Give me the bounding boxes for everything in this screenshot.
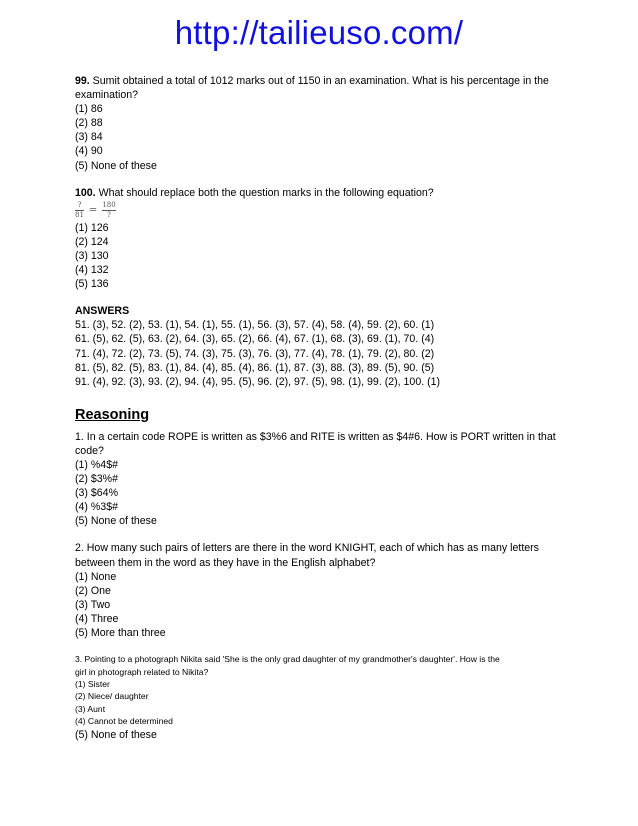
option: (4) 132 <box>75 264 109 277</box>
question-number: 100. <box>75 186 96 199</box>
question-99 <box>75 74 575 173</box>
option: (1) 86 <box>75 103 103 116</box>
numerator: ? <box>77 201 82 210</box>
option: (3) 84 <box>75 131 103 144</box>
option: (5) 136 <box>75 278 109 291</box>
option: (2) Niece/ daughter <box>75 691 149 702</box>
option: (2) 124 <box>75 235 109 248</box>
answers-title: ANSWERS <box>75 305 130 318</box>
option: (4) 90 <box>75 145 103 158</box>
question-text: 3. Pointing to a photograph Nikita said 'She is the only grad daughter of my grandmother's daughter'. How is the <box>75 654 500 665</box>
question-text-continued: between them in the word as they have in the English alphabet? <box>75 556 376 569</box>
document-body <box>75 74 575 742</box>
question-number: 99. <box>75 75 90 87</box>
numerator: 180 <box>102 201 116 210</box>
option: (4) Three <box>75 612 119 625</box>
denominator: ? <box>107 211 111 220</box>
option: (3) 130 <box>75 249 109 262</box>
fraction-left <box>75 202 84 219</box>
equals-sign: = <box>88 204 98 216</box>
equation <box>75 201 575 221</box>
question-text: 1. In a certain code ROPE is written as $3%6 and RITE is written as $4#6. How is PORT written in that <box>75 430 556 443</box>
question-text: 2. How many such pairs of letters are there in the word KNIGHT, each of which has as many letters <box>75 542 539 555</box>
option: (3) Two <box>75 598 111 611</box>
option: (2) One <box>75 584 111 597</box>
option: (1) None <box>75 570 117 583</box>
question-text: Sumit obtained a total of 1012 marks out of 1150 in an examination. What is his percentage in the <box>89 75 549 87</box>
option: (1) 126 <box>75 221 109 234</box>
answers-line: 61. (5), 62. (5), 63. (2), 64. (3), 65. (2), 66. (4), 67. (1), 68. (3), 69. (1), 70. (4) <box>75 333 435 346</box>
option: (3) $64% <box>75 487 118 500</box>
option: (5) More than three <box>75 627 166 639</box>
option: (4) %3$# <box>75 501 118 514</box>
site-url-header: http://tailieuso.com/ <box>174 14 464 51</box>
option: (5) None of these <box>75 515 157 528</box>
reasoning-question-1 <box>75 430 575 529</box>
answers-line: 81. (5), 82. (5), 83. (1), 84. (4), 85. (4), 86. (1), 87. (3), 88. (3), 89. (5), 90. (5) <box>75 361 435 374</box>
section-title-reasoning: Reasoning <box>75 406 150 423</box>
option: (1) %4$# <box>75 458 118 471</box>
option: (3) Aunt <box>75 703 106 714</box>
option: (5) None of these <box>75 728 157 741</box>
answers-block <box>75 304 575 389</box>
answers-line: 91. (4), 92. (3), 93. (2), 94. (4), 95. (5), 96. (2), 97. (5), 98. (1), 99. (2), 100. (1) <box>75 375 441 388</box>
denominator: 81 <box>75 211 84 220</box>
reasoning-question-3 <box>75 653 575 741</box>
option: (5) None of these <box>75 159 157 172</box>
option: (2) $3%# <box>75 473 118 486</box>
option: (4) Cannot be determined <box>75 716 173 727</box>
option: (1) Sister <box>75 678 110 689</box>
question-text-continued: examination? <box>75 89 139 102</box>
question-text-continued: girl in photograph related to Nikita? <box>75 666 209 677</box>
answers-line: 71. (4), 72. (2), 73. (5), 74. (3), 75. (3), 76. (3), 77. (4), 78. (1), 79. (2), 80. (2) <box>75 347 435 360</box>
question-100 <box>75 186 575 292</box>
fraction-right <box>102 202 115 219</box>
option: (2) 88 <box>75 117 103 130</box>
question-text-continued: code? <box>75 444 104 457</box>
question-text: What should replace both the question marks in the following equation? <box>95 186 434 199</box>
answers-line: 51. (3), 52. (2), 53. (1), 54. (1), 55. (1), 56. (3), 57. (4), 58. (4), 59. (2), 60. (1) <box>75 319 435 332</box>
reasoning-question-2 <box>75 541 575 640</box>
